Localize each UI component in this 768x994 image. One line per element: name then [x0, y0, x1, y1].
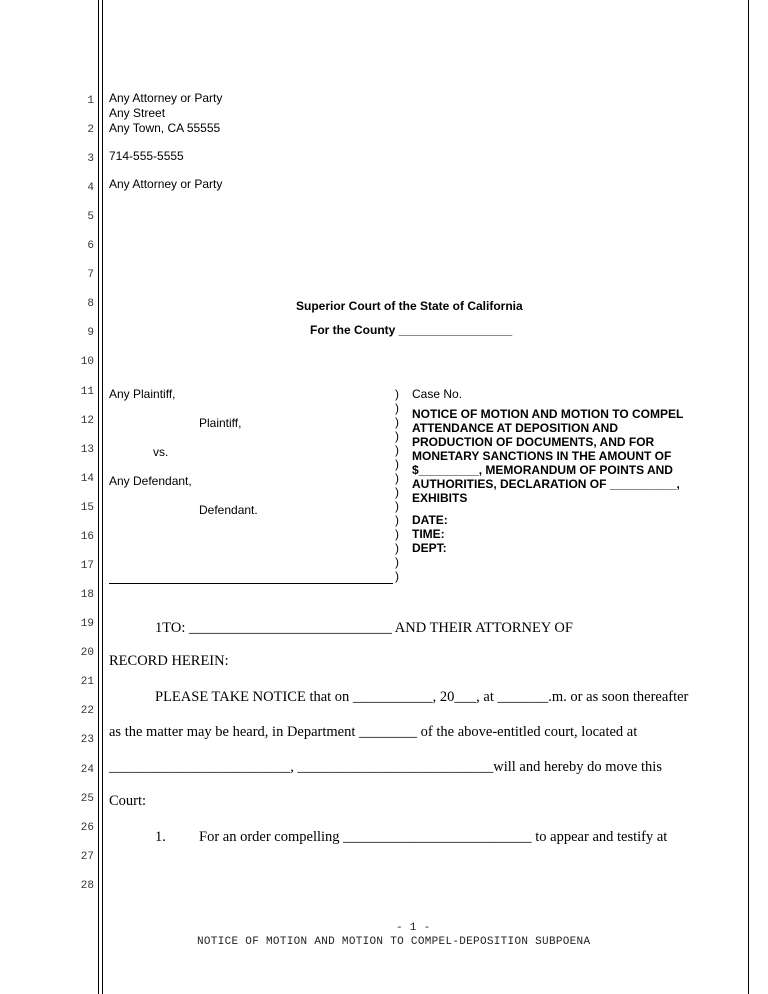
line-number: 12	[80, 415, 94, 427]
motion-title-line: $_________, MEMORANDUM OF POINTS AND	[412, 463, 673, 477]
case-number-label: Case No.	[412, 387, 463, 401]
left-margin-rule-outer	[98, 0, 99, 994]
line-number: 7	[87, 269, 94, 281]
line-number: 8	[87, 298, 94, 310]
hearing-time-label: TIME:	[412, 527, 445, 541]
line-number: 13	[80, 444, 94, 456]
court-county: For the County _________________	[310, 323, 513, 337]
motion-title-line: MONETARY SANCTIONS IN THE AMOUNT OF	[412, 449, 672, 463]
defendant-role: Defendant.	[199, 503, 258, 517]
paren: )	[395, 429, 399, 443]
page-number: - 1 -	[396, 922, 431, 934]
to-line: 1TO: ____________________________ AND THEIR ATTORNEY OF	[155, 620, 573, 636]
hearing-date-label: DATE:	[412, 513, 448, 527]
line-number: 27	[80, 851, 94, 863]
court-line: Court:	[109, 793, 147, 809]
location-line: _________________________, ___________________________will and hereby do move this	[109, 759, 662, 775]
item-number: 1.	[155, 829, 166, 845]
attorney-phone: 714-555-5555	[109, 149, 184, 163]
notice-line: PLEASE TAKE NOTICE that on ___________, 20___, at _______.m. or as soon thereafter	[155, 689, 689, 705]
record-herein: RECORD HEREIN:	[109, 653, 229, 669]
versus-label: vs.	[153, 445, 169, 459]
line-number: 1	[87, 95, 94, 107]
paren: )	[395, 415, 399, 429]
line-number: 16	[80, 531, 94, 543]
line-number: 19	[80, 618, 94, 630]
line-number: 20	[80, 647, 94, 659]
line-number: 18	[80, 589, 94, 601]
line-number: 9	[87, 327, 94, 339]
left-margin-rule-inner	[102, 0, 103, 994]
paren: )	[395, 527, 399, 541]
paren: )	[395, 555, 399, 569]
line-number: 21	[80, 676, 94, 688]
department-line: as the matter may be heard, in Department ________ of the above-entitled court, located at	[109, 724, 638, 740]
line-number: 24	[80, 764, 94, 776]
line-number: 25	[80, 793, 94, 805]
motion-title-line: AUTHORITIES, DECLARATION OF __________,	[412, 477, 680, 491]
paren: )	[395, 387, 399, 401]
line-number: 4	[87, 182, 94, 194]
item-text: For an order compelling __________________________ to appear and testify at	[199, 829, 668, 845]
paren: )	[395, 471, 399, 485]
paren: )	[395, 499, 399, 513]
attorney-name: Any Attorney or Party	[109, 91, 223, 105]
attorney-street: Any Street	[109, 106, 166, 120]
motion-title-line: ATTENDANCE AT DEPOSITION AND	[412, 421, 618, 435]
motion-title-line: PRODUCTION OF DOCUMENTS, AND FOR	[412, 435, 655, 449]
footer-title: NOTICE OF MOTION AND MOTION TO COMPEL-DEPOSITION SUBPOENA	[197, 936, 591, 948]
defendant-name: Any Defendant,	[109, 474, 192, 488]
motion-title-line: NOTICE OF MOTION AND MOTION TO COMPEL	[412, 407, 684, 421]
plaintiff-name: Any Plaintiff,	[109, 387, 176, 401]
paren: )	[395, 457, 399, 471]
line-number: 26	[80, 822, 94, 834]
line-number: 10	[80, 356, 94, 368]
line-number: 28	[80, 880, 94, 892]
court-name: Superior Court of the State of California	[296, 299, 523, 313]
attorney-city: Any Town, CA 55555	[109, 121, 221, 135]
line-number: 3	[87, 153, 94, 165]
caption-underline	[109, 583, 393, 584]
motion-title-line: EXHIBITS	[412, 491, 468, 505]
right-margin-rule	[748, 0, 749, 994]
paren: )	[395, 541, 399, 555]
line-number: 5	[87, 211, 94, 223]
paren: )	[395, 569, 399, 583]
paren: )	[395, 513, 399, 527]
line-number: 14	[80, 473, 94, 485]
attorney-for: Any Attorney or Party	[109, 177, 223, 191]
line-number: 2	[87, 124, 94, 136]
hearing-dept-label: DEPT:	[412, 541, 447, 555]
line-number: 11	[80, 386, 94, 398]
line-number: 15	[80, 502, 94, 514]
plaintiff-role: Plaintiff,	[199, 416, 242, 430]
paren: )	[395, 401, 399, 415]
paren: )	[395, 485, 399, 499]
line-number: 22	[80, 705, 94, 717]
line-number: 23	[80, 734, 94, 746]
paren: )	[395, 443, 399, 457]
line-number: 17	[80, 560, 94, 572]
line-number: 6	[87, 240, 94, 252]
